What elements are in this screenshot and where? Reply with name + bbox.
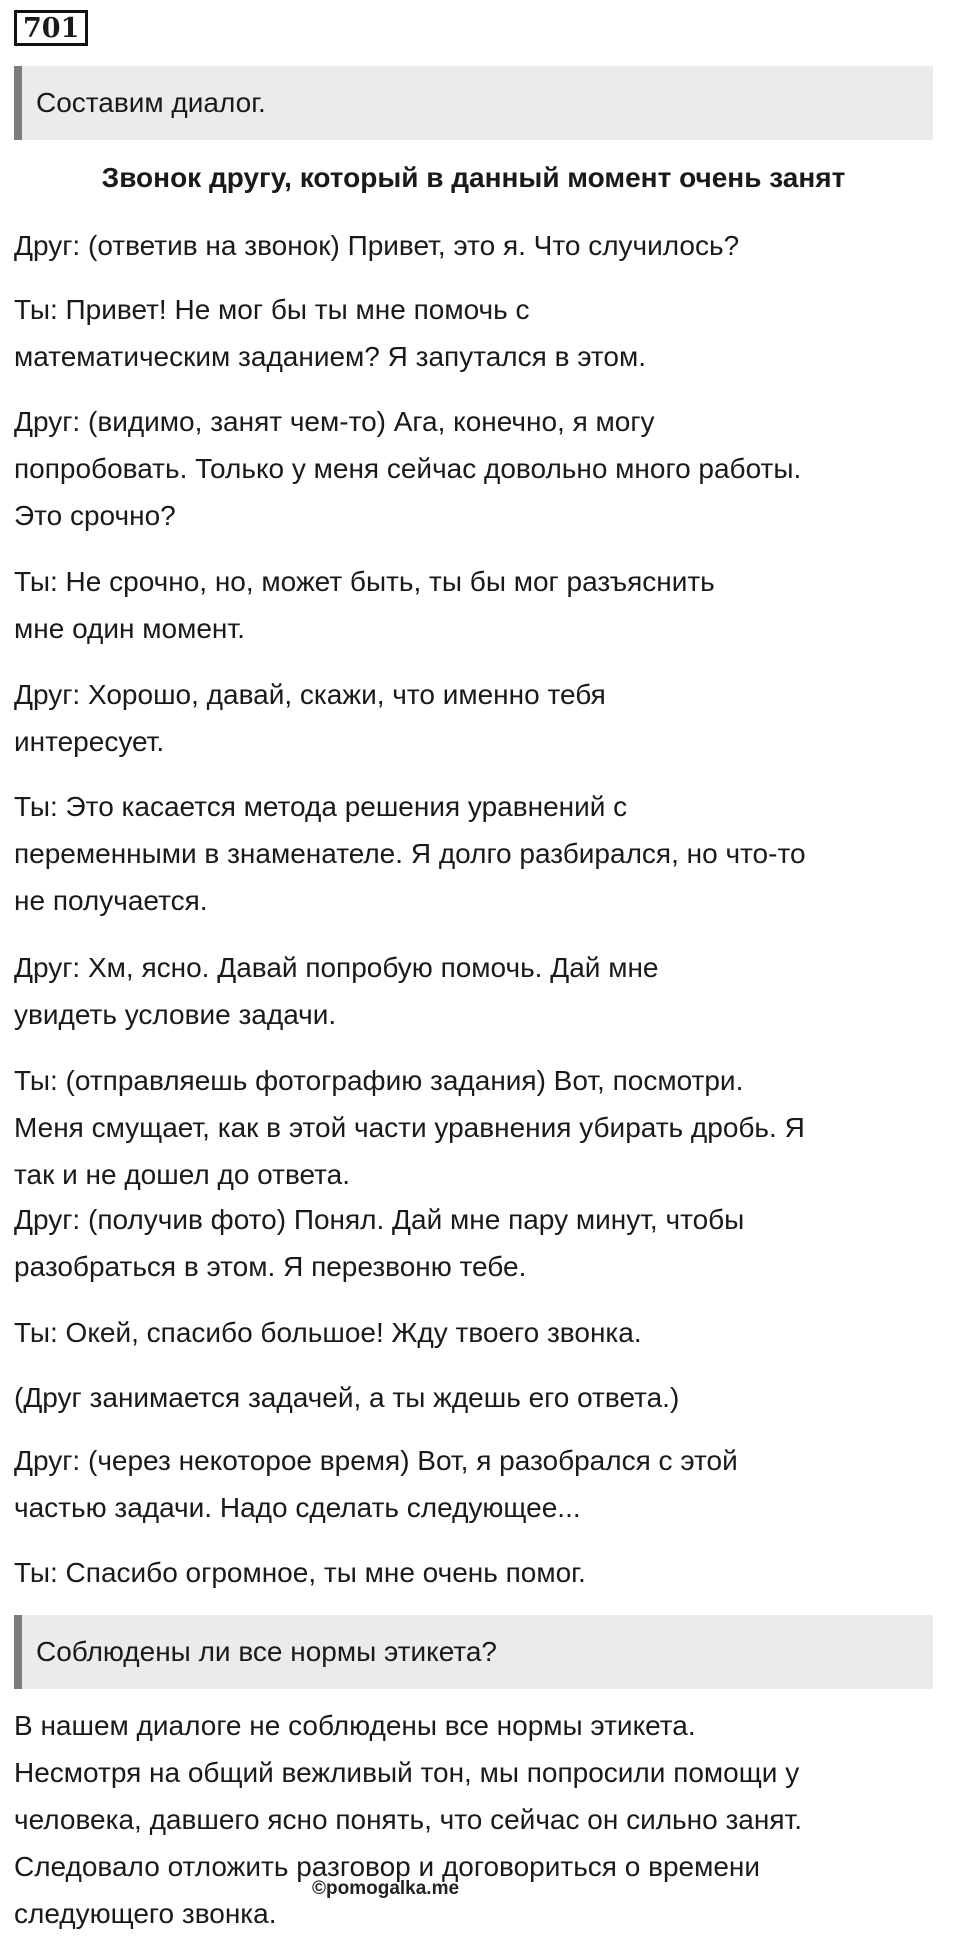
watermark: ©pomogalka.me — [312, 1878, 460, 1899]
dialog-heading: Звонок другу, который в данный момент очень занят — [101, 162, 846, 193]
dialog-line: Ты: Привет! Не мог бы ты мне помочь с математическим заданием? Я запутался в этом. — [14, 294, 647, 372]
dialog-line: Друг: (видимо, занят чем-то) Ага, конечно, я могу попробовать. Только у меня сейчас довольно много работы. Это срочно? — [14, 406, 802, 531]
section-title-etiquette: Соблюдены ли все нормы этикета? — [14, 1615, 933, 1689]
dialog-line: Ты: Спасибо огромное, ты мне очень помог. — [14, 1557, 586, 1588]
dialog-line: Друг: Хм, ясно. Давай попробую помочь. Дай мне увидеть условие задачи. — [14, 952, 659, 1030]
dialog-line: (Друг занимается задачей, а ты ждешь его ответа.) — [14, 1382, 680, 1413]
dialog-line: Ты: Не срочно, но, может быть, ты бы мог разъяснить мне один момент. — [14, 566, 715, 644]
dialog-line: Друг: Хорошо, давай, скажи, что именно тебя интересует. — [14, 679, 606, 757]
task-number: 701 — [14, 10, 88, 46]
dialog-line: Друг: (получив фото) Понял. Дай мне пару минут, чтобы разобраться в этом. Я перезвоню тебе. — [14, 1204, 745, 1282]
section-title-compose-dialog: Составим диалог. — [14, 66, 933, 140]
dialog-line: Ты: Это касается метода решения уравнений с переменными в знаменателе. Я долго разбирался, но что-то не получается. — [14, 791, 806, 916]
dialog-line: Друг: (ответив на звонок) Привет, это я. Что случилось? — [14, 230, 740, 261]
dialog-line: Друг: (через некоторое время) Вот, я разобрался с этой частью задачи. Надо сделать следующее... — [14, 1445, 738, 1523]
answer-paragraph: В нашем диалоге не соблюдены все нормы этикета. Несмотря на общий вежливый тон, мы попросили помощи у человека, давшего ясно понять, что сейчас он сильно занят. Следовало отложить разговор и договориться о времени следующего звонка. — [14, 1710, 802, 1929]
dialog-line: Ты: Окей, спасибо большое! Жду твоего звонка. — [14, 1317, 642, 1348]
dialog-line: Ты: (отправляешь фотографию задания) Вот, посмотри. Меня смущает, как в этой части уравнения убирать дробь. Я так и не дошел до ответа. — [14, 1065, 805, 1190]
